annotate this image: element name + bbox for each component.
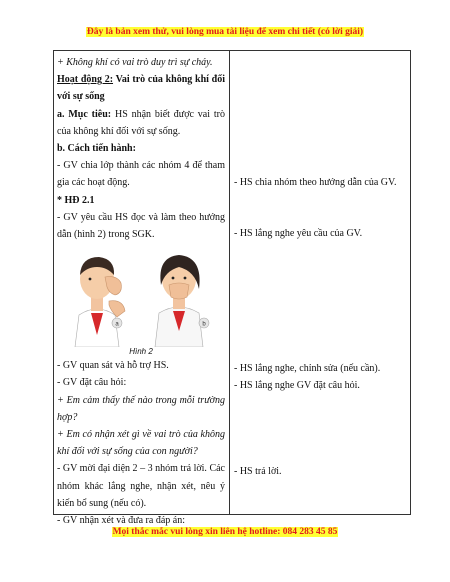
column-divider <box>229 51 230 514</box>
student-activity-3: - HS lắng nghe, chỉnh sửa (nếu cần). <box>234 363 381 374</box>
boy-figure <box>75 257 125 347</box>
method-heading: b. Cách tiến hành: <box>57 143 136 155</box>
lesson-table <box>53 50 411 527</box>
svg-text:b: b <box>202 321 206 328</box>
question-1: + Em cảm thấy thế nào trong mỗi trường hợp? <box>57 394 225 423</box>
text-line: - GV quan sát và hỗ trợ HS. <box>57 360 169 372</box>
student-activity-2: - HS lắng nghe yêu cầu của GV. <box>234 228 363 239</box>
student-activity-1: - HS chia nhóm theo hướng dẫn của GV. <box>234 177 397 188</box>
text-line: + Không khí có vai trò duy trì sự cháy. <box>57 57 213 68</box>
text-line: - GV đặt câu hỏi: <box>57 377 127 389</box>
student-activity-5: - HS trả lời. <box>234 466 282 477</box>
figure-2 <box>57 245 225 347</box>
goal-paragraph: a. Mục tiêu: HS nhận biết được vai trò của không khí đối với sự sống. <box>57 108 225 137</box>
text-line: - GV nhận xét và đưa ra đáp án: <box>57 515 185 527</box>
breathing-illustration <box>57 245 227 347</box>
text-line: - GV mời đại diện 2 – 3 nhóm trả lời. Các nhóm khác lắng nghe, nhận xét, nêu ý kiến bổ sung (nếu có). <box>57 463 225 509</box>
preview-notice: Đây là bản xem thử, vui lòng mua tài liệu để xem chi tiết (có lời giải) <box>86 27 364 37</box>
task-heading: * HĐ 2.1 <box>57 194 95 206</box>
activity-heading: Hoạt động 2: Vai trò của không khí đối với sự sống <box>57 74 225 103</box>
text-line: - GV chia lớp thành các nhóm 4 để tham gia các hoạt động. <box>57 160 225 189</box>
student-activity-4: - HS lắng nghe GV đặt câu hỏi. <box>234 380 360 391</box>
figure-caption: Hình 2 <box>129 347 153 357</box>
teacher-activities-column <box>57 54 225 529</box>
text-line: - GV yêu cầu HS đọc và làm theo hướng dẫn (hình 2) trong SGK. <box>57 211 225 241</box>
svg-text:a: a <box>115 321 119 328</box>
hotline-notice: Mọi thắc mắc vui lòng xin liên hệ hotline: 084 283 45 85 <box>112 527 338 537</box>
question-2: + Em có nhận xét gì về vai trò của không khí đối với sự sống của con người? <box>57 429 225 458</box>
girl-figure <box>155 255 209 347</box>
